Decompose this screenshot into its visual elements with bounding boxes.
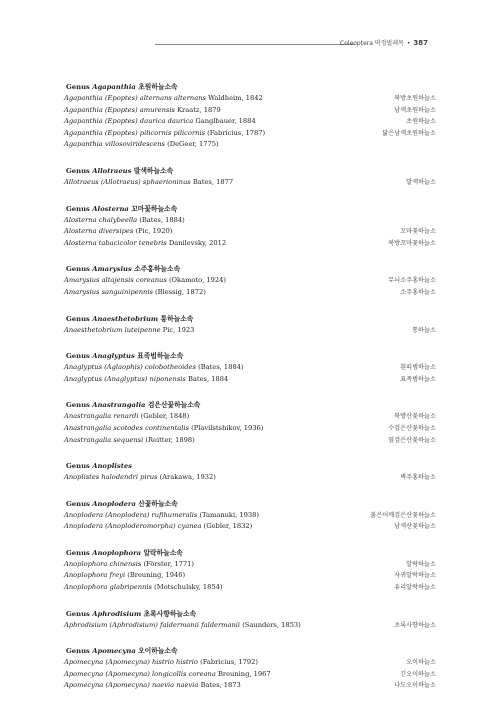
species-author: (Breuning, 1946) xyxy=(127,571,186,580)
species-row xyxy=(64,374,436,386)
species-korean-name: 소주홍하늘소 xyxy=(400,288,436,296)
genus-name: Anoplophora xyxy=(92,548,142,557)
species-korean-name: 벽주홍하늘소 xyxy=(400,474,436,482)
species-korean-name: 닮은남색초원하늘소 xyxy=(382,129,436,137)
species-row xyxy=(64,362,436,374)
genus-korean-name: 소주홍하늘소속 xyxy=(134,265,181,274)
genus-korean-name: 꼬마꽃하늘소속 xyxy=(131,204,178,213)
species-author: (Blessig, 1872) xyxy=(155,287,206,296)
genus-block xyxy=(64,350,436,385)
genus-name: Allotraeus xyxy=(92,166,132,175)
species-author: (DeGeer, 1775) xyxy=(167,140,219,149)
genus-name: Apomecyna xyxy=(92,647,136,656)
genus-block xyxy=(64,460,436,484)
species-author: Kraatz, 1879 xyxy=(177,105,221,114)
species-author: Pic, 1923 xyxy=(162,325,195,334)
species-author: (Fabricius, 1792) xyxy=(200,658,259,667)
header-bullet: • xyxy=(406,40,411,47)
genus-label: Genus xyxy=(66,548,90,557)
species-row xyxy=(64,139,436,151)
species-row xyxy=(64,510,436,522)
species-author: (Bates, 1884) xyxy=(139,215,185,224)
genus-block xyxy=(64,81,436,151)
species-scientific-name: Agapanthia (Epoptes) pilicornis pilicornis xyxy=(64,128,206,137)
header-section: Coleoptera 딱정벌레목 xyxy=(340,40,404,47)
genus-label: Genus xyxy=(66,265,90,274)
species-row xyxy=(64,521,436,533)
species-author: (Gebler, 1848) xyxy=(140,412,190,421)
species-row xyxy=(64,559,436,571)
species-row xyxy=(64,116,436,128)
genus-name: Anastrangalia xyxy=(92,401,146,410)
species-korean-name: 붉은어깨검은산꽃하늘소 xyxy=(370,511,436,519)
genus-korean-name: 오이하늘소속 xyxy=(138,647,178,656)
species-scientific-name: Apomecyna (Apomecyna) naevia naevia xyxy=(64,681,199,690)
species-scientific-name: Anoplodera (Anoplodera) rufihumeralis xyxy=(64,510,198,519)
species-row xyxy=(64,570,436,582)
species-korean-name: 자귀알락하늘소 xyxy=(394,572,436,580)
species-author: Bates, 1877 xyxy=(192,177,234,186)
species-row xyxy=(64,226,436,238)
species-row xyxy=(64,128,436,140)
genus-name: Anoplodera xyxy=(92,499,136,508)
running-header xyxy=(0,38,480,50)
genus-title xyxy=(64,498,436,510)
species-korean-name: 나도오이하늘소 xyxy=(394,682,436,690)
genus-block xyxy=(64,165,436,189)
genus-block xyxy=(64,645,436,692)
species-row xyxy=(64,287,436,299)
genus-title xyxy=(64,203,436,215)
species-row xyxy=(64,435,436,447)
species-scientific-name: Aphrodisium (Aphrodisium) faldermanii faldermanii xyxy=(64,620,241,629)
species-scientific-name: Anaglyptus (Anaglyptus) niponensis xyxy=(64,374,186,383)
species-author: (Okamoto, 1924) xyxy=(168,276,227,285)
genus-label: Genus xyxy=(66,609,90,618)
species-author: Breuning, 1967 xyxy=(217,669,271,678)
genus-name: Agapanthia xyxy=(92,83,136,91)
species-row xyxy=(64,93,436,105)
species-scientific-name: Amarysius altajensis coreanus xyxy=(64,276,167,285)
genus-korean-name: 초원하늘소속 xyxy=(138,83,178,91)
genus-title xyxy=(64,263,436,275)
genus-korean-name: 검은산꽃하늘소속 xyxy=(147,401,201,410)
species-author: (Reitter, 1898) xyxy=(145,435,195,444)
species-korean-name: 알락하늘소 xyxy=(406,560,436,568)
species-row xyxy=(64,657,436,669)
species-korean-name: 무늬소주홍하늘소 xyxy=(388,277,436,285)
species-author: (Pic, 1920) xyxy=(135,227,173,236)
species-author: (Saunders, 1853) xyxy=(242,620,301,629)
genus-title xyxy=(64,81,436,93)
genus-label: Genus xyxy=(66,401,90,410)
species-row xyxy=(64,472,436,484)
page-number: 387 xyxy=(413,39,428,47)
species-korean-name: 북방꼬마꽃하늘소 xyxy=(388,239,436,247)
genus-name: Aphrodisium xyxy=(92,609,142,618)
genus-block xyxy=(64,547,436,594)
genus-korean-name: 산꽃하늘소속 xyxy=(138,499,178,508)
genus-name: Anaesthetobrium xyxy=(92,314,159,323)
species-scientific-name: Amarysius sanguinipennis xyxy=(64,287,153,296)
species-scientific-name: Anastrangalia scotodes continentalis xyxy=(64,423,189,432)
genus-block xyxy=(64,203,436,250)
species-author: (Gebler, 1832) xyxy=(203,522,253,531)
genus-label: Genus xyxy=(66,204,90,213)
species-checklist xyxy=(64,81,436,706)
species-author: (Förster, 1771) xyxy=(143,559,194,568)
species-row xyxy=(64,582,436,594)
species-korean-name: 오이하늘소 xyxy=(406,659,436,667)
genus-title xyxy=(64,165,436,177)
genus-title xyxy=(64,399,436,411)
genus-block xyxy=(64,263,436,298)
genus-block xyxy=(64,608,436,632)
species-scientific-name: Agapanthia (Epoptes) amurensis xyxy=(64,105,175,114)
species-korean-name: 북방산꽃하늘소 xyxy=(394,413,436,421)
genus-name: Anoplistes xyxy=(92,462,133,471)
species-scientific-name: Allotraeus (Allotraeus) sphaerioninus xyxy=(64,177,191,186)
species-author: Ganglbauer, 1884 xyxy=(195,117,256,126)
species-author: (Plavilstshikov, 1936) xyxy=(191,423,264,432)
header-rule xyxy=(155,44,355,45)
genus-title xyxy=(64,460,436,472)
genus-title xyxy=(64,313,436,325)
genus-title xyxy=(64,608,436,620)
genus-label: Genus xyxy=(66,83,90,91)
genus-korean-name: 초록사향하늘소속 xyxy=(143,609,197,618)
genus-name: Amarysius xyxy=(92,265,132,274)
genus-block xyxy=(64,313,436,337)
header-text xyxy=(340,38,428,47)
genus-label: Genus xyxy=(66,499,90,508)
species-scientific-name: Alosterna diversipes xyxy=(64,227,134,236)
species-scientific-name: Agapanthia (Epoptes) alternans alternans xyxy=(64,94,206,102)
genus-label: Genus xyxy=(66,647,90,656)
species-scientific-name: Anoplodera (Anoploderomorpha) cyanea xyxy=(64,522,202,531)
species-row xyxy=(64,238,436,250)
genus-title xyxy=(64,645,436,657)
genus-korean-name: 알락하늘소속 xyxy=(143,548,183,557)
species-author: (Fabricius, 1787) xyxy=(207,128,266,137)
species-scientific-name: Anaglyptus (Aglaophis) colobotheoides xyxy=(64,363,196,372)
species-korean-name: 북방초원하늘소 xyxy=(394,95,436,102)
species-author: (Tamanuki, 1938) xyxy=(199,510,260,519)
species-korean-name: 옆검은산꽃하늘소 xyxy=(388,436,436,444)
species-scientific-name: Anaesthetobrium luteipenne xyxy=(64,325,161,334)
species-korean-name: 긴오이하늘소 xyxy=(400,670,436,678)
genus-title xyxy=(64,350,436,362)
species-korean-name: 남색초원하늘소 xyxy=(394,106,436,114)
species-scientific-name: Anoplistes halodendri pirus xyxy=(64,473,158,482)
genus-name: Alosterna xyxy=(92,204,129,213)
species-korean-name: 통하늘소 xyxy=(412,326,436,334)
species-author: Waldheim, 1842 xyxy=(208,94,263,102)
species-korean-name: 유리알락하늘소 xyxy=(394,584,436,592)
genus-block xyxy=(64,498,436,533)
species-korean-name: 수검은산꽃하늘소 xyxy=(388,424,436,432)
species-scientific-name: Anoplophora chinensis xyxy=(64,559,142,568)
species-scientific-name: Apomecyna (Apomecyna) longicollis coreana xyxy=(64,669,216,678)
species-author: (Bates, 1884) xyxy=(198,363,244,372)
species-korean-name: 초원하늘소 xyxy=(406,118,436,126)
species-korean-name: 남색산꽃하늘소 xyxy=(394,523,436,531)
species-scientific-name: Anoplophora freyi xyxy=(64,571,126,580)
species-row xyxy=(64,177,436,189)
species-row xyxy=(64,423,436,435)
species-scientific-name: Alosterna chalybeella xyxy=(64,215,138,224)
genus-korean-name: 통하늘소속 xyxy=(160,314,194,323)
genus-block xyxy=(64,399,436,446)
species-author: Bates, 1884 xyxy=(188,374,229,383)
species-row xyxy=(64,325,436,337)
species-scientific-name: Anoplophora glabripennis xyxy=(64,583,152,592)
species-scientific-name: Anastrangalia renardi xyxy=(64,412,139,421)
genus-label: Genus xyxy=(66,166,90,175)
species-row xyxy=(64,411,436,423)
species-korean-name: 흰띠범하늘소 xyxy=(400,364,436,372)
species-author: Bates, 1873 xyxy=(200,681,241,690)
genus-title xyxy=(64,547,436,559)
species-row xyxy=(64,215,436,227)
species-row xyxy=(64,680,436,692)
species-korean-name: 꼬마꽃하늘소 xyxy=(400,228,436,236)
species-korean-name: 표족범하늘소 xyxy=(400,375,436,383)
species-row xyxy=(64,105,436,117)
species-korean-name: 발색하늘소 xyxy=(406,178,436,186)
species-author: Danilevsky, 2012 xyxy=(168,238,227,247)
species-author: (Motschulsky, 1854) xyxy=(154,583,223,592)
genus-korean-name: 발색하늘소속 xyxy=(133,166,174,175)
species-scientific-name: Agapanthia (Epoptes) daurica daurica xyxy=(64,117,194,126)
species-row xyxy=(64,275,436,287)
genus-label: Genus xyxy=(66,352,90,361)
species-author: (Arakawa, 1932) xyxy=(159,473,216,482)
genus-name: Anaglyptus xyxy=(92,352,135,361)
species-scientific-name: Agapanthia villosoviridescens xyxy=(64,140,165,149)
genus-label: Genus xyxy=(66,314,90,323)
genus-label: Genus xyxy=(66,462,90,471)
species-row xyxy=(64,620,436,632)
species-scientific-name: Anastrangalia sequensi xyxy=(64,435,144,444)
species-korean-name: 초록사향하늘소 xyxy=(394,621,436,629)
genus-korean-name: 표족범하늘소속 xyxy=(137,352,184,361)
species-scientific-name: Alosterna tabacicolor tenebris xyxy=(64,238,167,247)
species-scientific-name: Apomecyna (Apomecyna) histrio histrio xyxy=(64,658,198,667)
